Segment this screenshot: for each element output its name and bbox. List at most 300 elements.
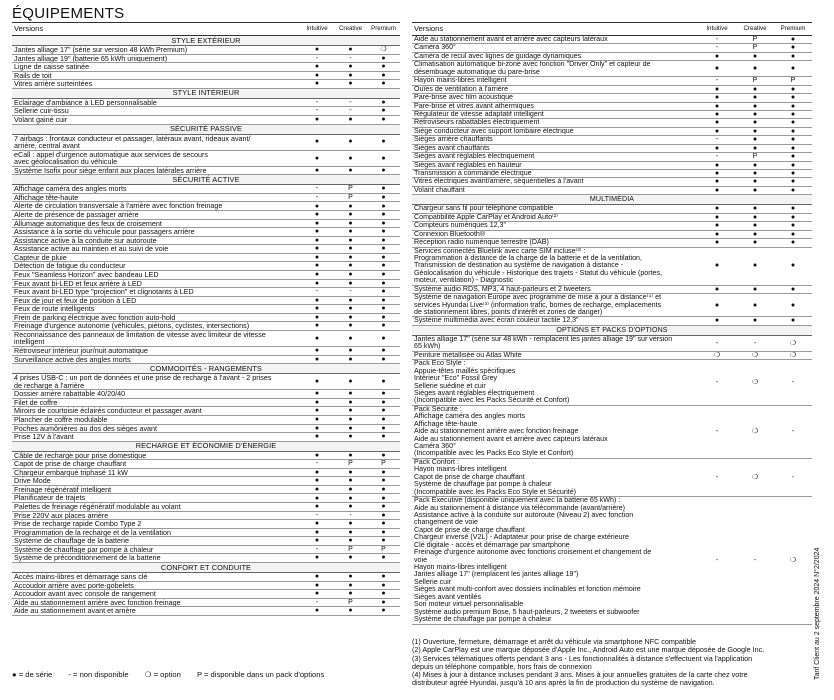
- availability-intuitive: ●: [698, 247, 736, 285]
- feature-label: Réception radio numérique terrestre (DAB): [412, 239, 698, 247]
- availability-premium: ●: [774, 36, 812, 44]
- availability-premium: ●: [367, 581, 400, 590]
- feature-label: Accès mains-libres et démarrage sans clé: [12, 572, 300, 581]
- availability-intuitive: ●: [698, 317, 736, 325]
- feature-label: Allumage automatique des feux de croisement: [12, 219, 300, 228]
- availability-creative: ●: [334, 477, 367, 486]
- availability-creative: ●: [736, 205, 774, 213]
- table-row: [412, 44, 812, 52]
- availability-creative: ●: [334, 134, 367, 150]
- table-row: [412, 127, 812, 135]
- availability-premium: ●: [774, 222, 812, 230]
- availability-premium: ●: [367, 537, 400, 546]
- availability-premium: ●: [367, 520, 400, 529]
- availability-intuitive: ●: [300, 355, 334, 364]
- table-row: [12, 545, 400, 554]
- availability-creative: ●: [334, 305, 367, 314]
- table-row: [12, 262, 400, 271]
- feature-label: Palettes de freinage régénératif modulable au volant: [12, 503, 300, 512]
- table-row: [412, 186, 812, 194]
- availability-creative: ❍: [736, 405, 774, 458]
- feature-label: Freinage régénératif intelligent: [12, 485, 300, 494]
- availability-intuitive: ●: [300, 407, 334, 416]
- availability-intuitive: -: [300, 98, 334, 107]
- availability-creative: ●: [334, 296, 367, 305]
- availability-creative: ●: [334, 46, 367, 55]
- availability-intuitive: -: [698, 153, 736, 161]
- availability-premium: ●: [367, 407, 400, 416]
- availability-creative: ●: [334, 245, 367, 254]
- availability-intuitive: ●: [300, 477, 334, 486]
- availability-intuitive: ●: [300, 270, 334, 279]
- legend-pack: P = disponible dans un pack d'options: [196, 670, 325, 679]
- availability-creative: ●: [334, 330, 367, 346]
- availability-creative: ●: [736, 52, 774, 60]
- availability-creative: ●: [334, 451, 367, 460]
- table-row: [12, 46, 400, 55]
- availability-intuitive: -: [300, 598, 334, 607]
- availability-creative: ●: [736, 222, 774, 230]
- availability-creative: ●: [334, 313, 367, 322]
- availability-premium: ●: [774, 127, 812, 135]
- feature-label: Système multimédia avec écran couleur tactile 12,3": [412, 317, 698, 325]
- table-row: [12, 528, 400, 537]
- feature-label: Services connectés Bluelink avec carte SIM incluse⁽³⁾ : Programmation à distance de la charge de la batterie et de la ventilation, Transmission de destination au système de navigation à distance - Géolocalisation du véhicule - Historique des trajets - Statut du véhicule (portes, moteur, ventilation) - Diagnostic: [412, 247, 698, 285]
- table-row: [12, 581, 400, 590]
- feature-label: Sièges avant réglables électriquement: [412, 153, 698, 161]
- availability-intuitive: ●: [300, 528, 334, 537]
- availability-premium: ●: [774, 239, 812, 247]
- footnote: (3) Services télématiques offerts pendant 3 ans - Les fonctionnalités à distance s'effectuent via l'application depuis un téléphone compatible, hors frais de connexion: [412, 653, 753, 671]
- availability-intuitive: ●: [300, 296, 334, 305]
- feature-label: Volant chauffant: [412, 186, 698, 194]
- availability-creative: P: [736, 153, 774, 161]
- feature-label: Rétroviseur intérieur jour/nuit automatique: [12, 347, 300, 356]
- table-row: [412, 61, 812, 77]
- availability-premium: ●: [774, 247, 812, 285]
- availability-intuitive: ●: [300, 211, 334, 220]
- availability-intuitive: -: [698, 136, 736, 144]
- availability-premium: ●: [367, 134, 400, 150]
- table-row: [12, 185, 400, 194]
- feature-label: Prise de recharge rapide Combo Type 2: [12, 520, 300, 529]
- section-title: RECHARGE ET ÉCONOMIE D'ÉNERGIE: [12, 441, 400, 451]
- section-title: MULTIMÉDIA: [412, 195, 812, 205]
- availability-creative: ●: [334, 347, 367, 356]
- feature-label: Frein de parking électrique avec fonction auto-hold: [12, 313, 300, 322]
- availability-creative: ●: [736, 317, 774, 325]
- table-row: [12, 63, 400, 72]
- availability-creative: ●: [334, 572, 367, 581]
- availability-intuitive: ●: [300, 115, 334, 124]
- column-header-premium: Premium: [774, 23, 812, 36]
- feature-label: Planificateur de trajets: [12, 494, 300, 503]
- feature-label: Assistance active à la conduite sur autoroute: [12, 236, 300, 245]
- table-row: [412, 36, 812, 44]
- feature-label: Capot de prise de charge chauffant: [12, 460, 300, 469]
- availability-premium: ●: [367, 202, 400, 211]
- feature-label: Surveillance active des angles morts: [12, 355, 300, 364]
- table-row: [412, 360, 812, 406]
- table-row: [412, 119, 812, 127]
- table-row: [12, 211, 400, 220]
- availability-creative: P: [334, 460, 367, 469]
- feature-label: Chargeur embarqué triphasé 11 kW: [12, 468, 300, 477]
- table-row: [12, 193, 400, 202]
- column-header-creative: Creative: [736, 23, 774, 36]
- availability-creative: ●: [736, 144, 774, 152]
- table-row: [12, 296, 400, 305]
- availability-intuitive: ●: [300, 451, 334, 460]
- table-row: [12, 460, 400, 469]
- feature-label: Filet de coffre: [12, 398, 300, 407]
- availability-creative: ●: [334, 355, 367, 364]
- availability-intuitive: ●: [698, 119, 736, 127]
- feature-label: Affichage caméra des angles morts: [12, 185, 300, 194]
- availability-premium: ●: [774, 186, 812, 194]
- availability-intuitive: ●: [300, 390, 334, 399]
- availability-creative: ●: [334, 554, 367, 563]
- availability-premium: P: [774, 77, 812, 85]
- table-row: [12, 451, 400, 460]
- availability-premium: ●: [367, 98, 400, 107]
- availability-intuitive: ●: [698, 186, 736, 194]
- feature-label: Chargeur sans fil pour téléphone compatible: [412, 205, 698, 213]
- feature-label: Feux avant bi-LED et feux arrière à LED: [12, 279, 300, 288]
- table-row: [12, 107, 400, 116]
- availability-intuitive: -: [698, 44, 736, 52]
- feature-label: Miroirs de courtoisie éclairés conducteur et passager avant: [12, 407, 300, 416]
- availability-creative: P: [736, 44, 774, 52]
- availability-premium: ●: [367, 451, 400, 460]
- table-row: [12, 71, 400, 80]
- section-header-row: [12, 88, 400, 98]
- feature-label: Hayon mains-libres intelligent: [412, 77, 698, 85]
- availability-premium: ❍: [774, 351, 812, 359]
- availability-premium: ●: [774, 294, 812, 317]
- feature-label: Aide au stationnement avant et arrière: [12, 607, 300, 616]
- availability-premium: ●: [367, 433, 400, 442]
- availability-premium: ●: [367, 279, 400, 288]
- feature-label: Rails de toit: [12, 71, 300, 80]
- feature-label: Freinage d'urgence autonome (véhicules, piétons, cyclistes, intersections): [12, 322, 300, 331]
- availability-creative: ●: [736, 178, 774, 186]
- availability-intuitive: ●: [300, 424, 334, 433]
- feature-label: Pare-brise avec film acoustique: [412, 94, 698, 102]
- feature-label: Feux avant bi-LED type "projection" et clignotants à LED: [12, 288, 300, 297]
- availability-premium: ●: [367, 80, 400, 89]
- availability-intuitive: ●: [300, 415, 334, 424]
- availability-creative: ●: [334, 494, 367, 503]
- availability-creative: ●: [736, 230, 774, 238]
- availability-creative: ●: [334, 63, 367, 72]
- availability-intuitive: ●: [300, 537, 334, 546]
- table-row: [12, 253, 400, 262]
- availability-creative: ●: [736, 127, 774, 135]
- table-row: [12, 330, 400, 346]
- table-row: [12, 322, 400, 331]
- availability-intuitive: ●: [300, 80, 334, 89]
- availability-premium: ●: [367, 115, 400, 124]
- legend-not-available: - = non disponible: [68, 670, 129, 679]
- table-row: [412, 161, 812, 169]
- availability-intuitive: ●: [300, 46, 334, 55]
- feature-label: Compatibilité Apple CarPlay et Android Auto⁽²⁾: [412, 213, 698, 221]
- feature-label: Détection de fatigue du conducteur: [12, 262, 300, 271]
- availability-premium: -: [774, 360, 812, 406]
- availability-premium: ●: [774, 213, 812, 221]
- table-row: [12, 572, 400, 581]
- availability-intuitive: -: [698, 77, 736, 85]
- availability-premium: ●: [367, 398, 400, 407]
- availability-premium: -: [774, 458, 812, 496]
- availability-premium: -: [774, 405, 812, 458]
- page-title: ÉQUIPEMENTS: [12, 5, 125, 22]
- availability-creative: -: [736, 335, 774, 351]
- section-header-row: [12, 124, 400, 134]
- availability-creative: ●: [736, 186, 774, 194]
- table-row: [412, 94, 812, 102]
- feature-label: Pack Eco Style : Appuie-têtes maillés spécifiques Intérieur "Eco" Fossil Grey Sellerie suédine et cuir Sièges avant réglables électriquement (Incompatible avec les Packs Sécurité et Confort): [412, 360, 698, 406]
- table-row: [12, 347, 400, 356]
- availability-creative: P: [736, 77, 774, 85]
- feature-label: Climatisation automatique bi-zone avec fonction "Driver Only" et capteur de désembuage automatique du pare-brise: [412, 61, 698, 77]
- availability-creative: ●: [334, 322, 367, 331]
- table-row: [12, 468, 400, 477]
- feature-label: Pack Confort : Hayon mains-libres intelligent Capot de prise de charge chauffant Système de chauffage par pompe à chaleur (Incompatible avec les Packs Eco Style et Sécurité): [412, 458, 698, 496]
- feature-label: Programmation de la recharge et de la ventilation: [12, 528, 300, 537]
- table-row: [12, 80, 400, 89]
- section-title: SÉCURITÉ ACTIVE: [12, 175, 400, 185]
- side-caption: [814, 440, 826, 680]
- availability-creative: -: [334, 511, 367, 520]
- availability-premium: ●: [367, 390, 400, 399]
- availability-creative: ●: [334, 528, 367, 537]
- table-row: [12, 150, 400, 166]
- availability-intuitive: ●: [300, 433, 334, 442]
- availability-creative: ●: [334, 407, 367, 416]
- availability-intuitive: -: [300, 511, 334, 520]
- availability-creative: ❍: [736, 360, 774, 406]
- availability-creative: ●: [736, 94, 774, 102]
- availability-intuitive: ●: [698, 161, 736, 169]
- availability-creative: ●: [736, 61, 774, 77]
- feature-label: Feux de route intelligents: [12, 305, 300, 314]
- section-header-row: [12, 175, 400, 185]
- table-row: [412, 52, 812, 60]
- availability-premium: ●: [774, 144, 812, 152]
- availability-premium: ●: [367, 424, 400, 433]
- table-row: [12, 313, 400, 322]
- availability-premium: ●: [367, 296, 400, 305]
- table-row: [12, 219, 400, 228]
- side-caption-text: Tarif Client au 2 septembre 2024 N°2/2024: [814, 547, 821, 680]
- availability-intuitive: ●: [300, 520, 334, 529]
- availability-intuitive: ●: [300, 322, 334, 331]
- availability-premium: ●: [367, 107, 400, 116]
- feature-label: Prise 12V à l'avant: [12, 433, 300, 442]
- feature-label: Pare-brise et vitres avant athermiques: [412, 102, 698, 110]
- table-row: [12, 374, 400, 390]
- legend-option: ❍ = option: [144, 670, 181, 679]
- availability-premium: ●: [367, 54, 400, 63]
- availability-creative: ●: [334, 253, 367, 262]
- availability-creative: ●: [736, 136, 774, 144]
- availability-creative: ●: [736, 170, 774, 178]
- table-row: [412, 178, 812, 186]
- feature-label: Compteurs numériques 12,3": [412, 222, 698, 230]
- availability-intuitive: ●: [300, 313, 334, 322]
- table-row: [412, 102, 812, 110]
- availability-intuitive: -: [300, 193, 334, 202]
- availability-premium: ●: [774, 317, 812, 325]
- availability-creative: P: [736, 36, 774, 44]
- feature-label: Ouïes de ventilation à l'arrière: [412, 85, 698, 93]
- availability-intuitive: ●: [300, 398, 334, 407]
- availability-intuitive: ●: [698, 110, 736, 118]
- table-row: [412, 294, 812, 317]
- availability-creative: -: [334, 98, 367, 107]
- availability-intuitive: ●: [300, 150, 334, 166]
- availability-premium: ●: [367, 211, 400, 220]
- feature-label: Pack Executive (disponible uniquement avec la batterie 65 kWh) : Aide au stationnement à distance via télécommande (avant/arrière) Assistance active à la conduite sur autoroute (Niveau 2) avec fonction changement de voie Capot de prise de charge chauffant Chargeur inversé (V2L) - Adaptateur pour prise de charge extérieure Clé digitale - accès et démarrage par smartphone Freinage d'urgence autonome avec fonctions croisement et changement de voie Hayon mains-libres intelligent Jantes alliage 17" (remplacent les jantes alliage 19") Sellerie cuir Sièges avant multi-confort avec dossiers inclinables et fonction mémoire Sièges avant ventilés Son moteur virtuel personnalisable Système audio premium Bose, 5 haut-parleurs, 2 tweeters et subwoofer Système de chauffage par pompe à chaleur: [412, 497, 698, 624]
- availability-intuitive: ●: [300, 219, 334, 228]
- availability-intuitive: -: [698, 458, 736, 496]
- feature-label: Pack Sécurité : Affichage caméra des angles morts Affichage tête-haute Aide au stationnement arrière avec fonction freinage Aide au stationnement avant et arrière avec capteurs latéraux Caméra 360° (Incompatible avec les Packs Eco Style et Confort): [412, 405, 698, 458]
- table-row: [412, 239, 812, 247]
- feature-label: Système de chauffage par pompe à chaleur: [12, 545, 300, 554]
- table-row: [12, 520, 400, 529]
- section-title: STYLE EXTÉRIEUR: [12, 36, 400, 46]
- availability-creative: ●: [334, 607, 367, 616]
- feature-label: Assistance à la sortie du véhicule pour passagers arrière: [12, 228, 300, 237]
- feature-label: Système de chauffage de la batterie: [12, 537, 300, 546]
- availability-creative: ●: [334, 228, 367, 237]
- table-row: [12, 98, 400, 107]
- availability-premium: ●: [774, 285, 812, 293]
- feature-label: Régulateur de vitesse adaptatif intelligent: [412, 110, 698, 118]
- availability-creative: ●: [334, 219, 367, 228]
- availability-creative: P: [334, 193, 367, 202]
- availability-premium: ●: [367, 150, 400, 166]
- availability-creative: ●: [334, 202, 367, 211]
- availability-premium: ●: [774, 205, 812, 213]
- availability-intuitive: ●: [300, 236, 334, 245]
- feature-label: Assistance active au maintien et au suivi de voie: [12, 245, 300, 254]
- availability-premium: ●: [774, 61, 812, 77]
- column-header-premium: Premium: [367, 23, 400, 36]
- table-row: [12, 433, 400, 442]
- availability-premium: ❍: [367, 46, 400, 55]
- availability-intuitive: -: [698, 405, 736, 458]
- column-header-intuitive: Intuitive: [698, 23, 736, 36]
- availability-premium: P: [367, 545, 400, 554]
- availability-intuitive: ●: [300, 572, 334, 581]
- availability-premium: ●: [774, 161, 812, 169]
- availability-premium: ●: [367, 355, 400, 364]
- availability-premium: ●: [367, 193, 400, 202]
- table-row: [412, 405, 812, 458]
- availability-premium: ●: [367, 374, 400, 390]
- legend: [12, 671, 338, 679]
- availability-intuitive: ●: [300, 166, 334, 175]
- availability-intuitive: ●: [300, 374, 334, 390]
- feature-label: Jantes alliage 19" (batterie 65 kWh uniquement): [12, 54, 300, 63]
- section-header-row: [12, 36, 400, 46]
- table-row: [12, 407, 400, 416]
- feature-label: Système de préconditionnement de la batterie: [12, 554, 300, 563]
- availability-intuitive: -: [300, 185, 334, 194]
- feature-label: Ligne de caisse satinée: [12, 63, 300, 72]
- feature-label: Volant gainé cuir: [12, 115, 300, 124]
- availability-intuitive: ●: [300, 228, 334, 237]
- table-row: [412, 351, 812, 359]
- table-row: [12, 202, 400, 211]
- feature-label: Jantes alliage 17" (série sur version 48 kWh Premium): [12, 46, 300, 55]
- table-row: [12, 477, 400, 486]
- availability-premium: ●: [367, 503, 400, 512]
- table-row: [12, 494, 400, 503]
- table-row: [412, 153, 812, 161]
- feature-label: Plancher de coffre modulable: [12, 415, 300, 424]
- table-row: [412, 230, 812, 238]
- section-header-row: [412, 195, 812, 205]
- table-row: [12, 503, 400, 512]
- availability-creative: ●: [334, 581, 367, 590]
- availability-creative: ●: [334, 211, 367, 220]
- availability-intuitive: -: [698, 360, 736, 406]
- availability-intuitive: ●: [300, 607, 334, 616]
- availability-premium: ●: [367, 598, 400, 607]
- availability-intuitive: -: [698, 36, 736, 44]
- availability-premium: ❍: [774, 497, 812, 624]
- availability-creative: ●: [334, 80, 367, 89]
- availability-premium: ●: [367, 528, 400, 537]
- availability-premium: ●: [774, 85, 812, 93]
- table-row: [12, 590, 400, 599]
- availability-premium: ●: [774, 110, 812, 118]
- availability-intuitive: ●: [300, 485, 334, 494]
- availability-intuitive: ●: [300, 468, 334, 477]
- table-row: [412, 77, 812, 85]
- table-row: [412, 170, 812, 178]
- availability-creative: P: [334, 185, 367, 194]
- table-row: [412, 335, 812, 351]
- availability-premium: ●: [367, 477, 400, 486]
- availability-premium: ●: [367, 511, 400, 520]
- availability-premium: ●: [367, 554, 400, 563]
- table-row: [12, 398, 400, 407]
- availability-premium: ●: [774, 44, 812, 52]
- section-header-row: [12, 562, 400, 572]
- feature-label: Transmission à commande électrique: [412, 170, 698, 178]
- availability-intuitive: ●: [300, 63, 334, 72]
- availability-intuitive: ●: [300, 262, 334, 271]
- availability-creative: ●: [334, 485, 367, 494]
- table-row: [12, 424, 400, 433]
- availability-premium: ●: [774, 94, 812, 102]
- feature-label: Jantes alliage 17" (série sur 48 kWh - remplacent les jantes alliage 19" sur version 65 kWh): [412, 335, 698, 351]
- availability-premium: ●: [774, 230, 812, 238]
- table-row: [12, 485, 400, 494]
- feature-label: Système audio RDS, MP3, 4 haut-parleurs et 2 tweeters: [412, 285, 698, 293]
- availability-premium: ●: [367, 71, 400, 80]
- availability-premium: ●: [774, 102, 812, 110]
- section-header-row: [12, 364, 400, 374]
- feature-label: Capteur de pluie: [12, 253, 300, 262]
- availability-premium: ●: [367, 253, 400, 262]
- availability-creative: ●: [334, 398, 367, 407]
